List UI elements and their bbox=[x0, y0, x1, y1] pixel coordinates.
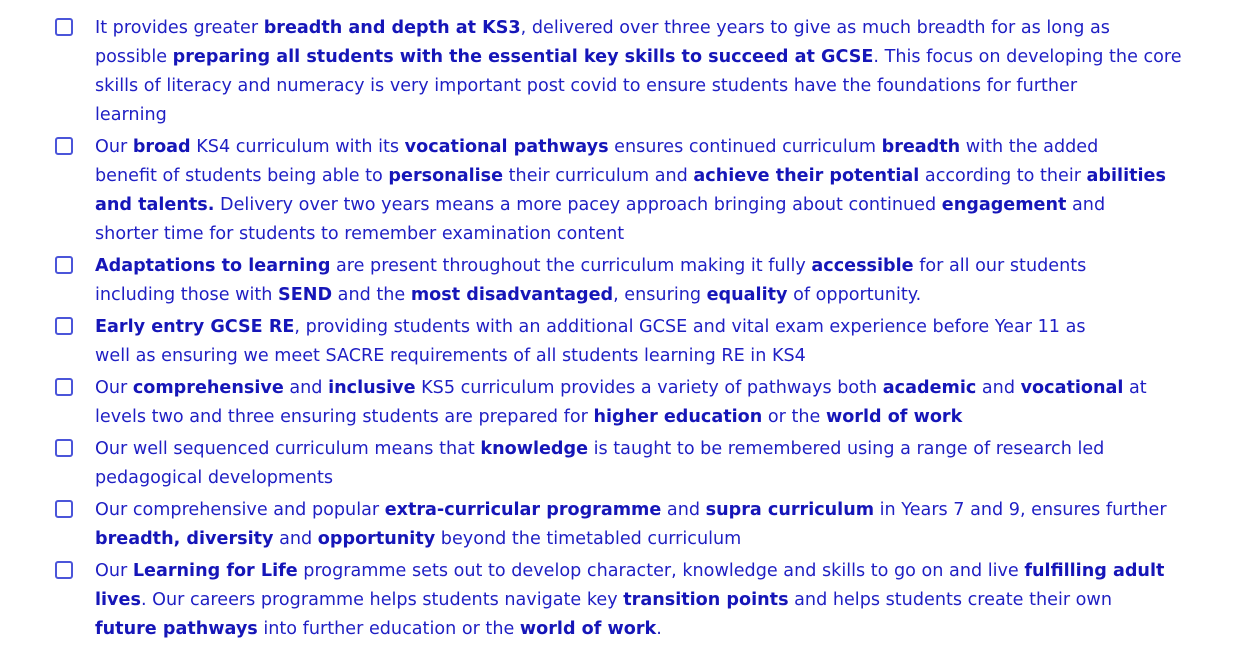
body-text: . This focus on developing the core bbox=[873, 47, 1182, 67]
body-text: learning bbox=[95, 105, 167, 125]
body-text: levels two and three ensuring students are prepared for bbox=[95, 407, 594, 427]
body-text: Delivery over two years means a more pacey approach bringing about continued bbox=[214, 195, 942, 215]
emphasis-text: world of work bbox=[825, 407, 963, 427]
body-text: benefit of students being able to bbox=[95, 166, 389, 186]
emphasis-text: Early entry GCSE RE bbox=[95, 317, 295, 337]
body-text: and helps students create their own bbox=[788, 590, 1112, 610]
body-text: and the bbox=[332, 285, 411, 305]
checklist-item bbox=[55, 557, 1235, 644]
checkbox-icon[interactable] bbox=[55, 137, 73, 155]
emphasis-text: lives bbox=[95, 590, 141, 610]
emphasis-text: SEND bbox=[278, 285, 333, 305]
body-text: with the added bbox=[960, 137, 1099, 157]
emphasis-text: and talents. bbox=[95, 195, 215, 215]
checklist-item-text bbox=[95, 313, 1086, 371]
body-text: shorter time for students to remember examination content bbox=[95, 224, 625, 244]
checklist-item bbox=[55, 313, 1235, 371]
body-text: beyond the timetabled curriculum bbox=[435, 529, 742, 549]
emphasis-text: world of work bbox=[519, 619, 657, 639]
body-text: well as ensuring we meet SACRE requirements of all students learning RE in KS4 bbox=[95, 346, 806, 366]
body-text: Our comprehensive and popular bbox=[95, 500, 385, 520]
emphasis-text: fulfilling adult bbox=[1024, 561, 1165, 581]
body-text: at bbox=[1123, 378, 1147, 398]
body-text: Our well sequenced curriculum means that bbox=[95, 439, 481, 459]
checklist-item-text bbox=[95, 133, 1166, 249]
body-text: and bbox=[273, 529, 318, 549]
emphasis-text: inclusive bbox=[328, 378, 416, 398]
checkbox-icon[interactable] bbox=[55, 18, 73, 36]
checklist-item-text bbox=[95, 374, 1147, 432]
body-text: their curriculum and bbox=[503, 166, 694, 186]
checklist-item bbox=[55, 14, 1235, 130]
body-text: skills of literacy and numeracy is very important post covid to ensure students have the foundations for further bbox=[95, 76, 1078, 96]
checklist-item-text bbox=[95, 557, 1164, 644]
body-text: programme sets out to develop character, knowledge and skills to go on and live bbox=[297, 561, 1025, 581]
body-text: KS5 curriculum provides a variety of pathways both bbox=[415, 378, 883, 398]
checklist-item bbox=[55, 496, 1235, 554]
body-text: pedagogical developments bbox=[95, 468, 334, 488]
emphasis-text: personalise bbox=[388, 166, 504, 186]
body-text: Our bbox=[95, 378, 133, 398]
emphasis-text: engagement bbox=[941, 195, 1067, 215]
body-text: including those with bbox=[95, 285, 279, 305]
emphasis-text: most disadvantaged bbox=[410, 285, 614, 305]
emphasis-text: academic bbox=[882, 378, 977, 398]
body-text: and bbox=[283, 378, 329, 398]
emphasis-text: accessible bbox=[811, 256, 914, 276]
emphasis-text: equality bbox=[706, 285, 788, 305]
body-text: and bbox=[1066, 195, 1106, 215]
body-text: possible bbox=[95, 47, 173, 67]
body-text: is taught to be remembered using a range of research led bbox=[588, 439, 1105, 459]
checklist-item-text bbox=[95, 14, 1182, 130]
body-text: Our bbox=[95, 137, 133, 157]
checklist-item-text bbox=[95, 435, 1104, 493]
emphasis-text: extra-curricular programme bbox=[384, 500, 662, 520]
body-text: into further education or the bbox=[257, 619, 520, 639]
emphasis-text: vocational bbox=[1020, 378, 1124, 398]
body-text: , providing students with an additional GCSE and vital exam experience before Year 11 as bbox=[294, 317, 1086, 337]
checklist-item-text bbox=[95, 496, 1167, 554]
body-text: , ensuring bbox=[613, 285, 707, 305]
checkbox-icon[interactable] bbox=[55, 439, 73, 457]
emphasis-text: abilities bbox=[1086, 166, 1166, 186]
emphasis-text: broad bbox=[132, 137, 191, 157]
emphasis-text: Adaptations to learning bbox=[95, 256, 331, 276]
body-text: and bbox=[661, 500, 706, 520]
body-text: . Our careers programme helps students navigate key bbox=[140, 590, 624, 610]
body-text: Our bbox=[95, 561, 133, 581]
emphasis-text: breadth, diversity bbox=[95, 529, 274, 549]
body-text: in Years 7 and 9, ensures further bbox=[874, 500, 1167, 520]
emphasis-text: achieve their potential bbox=[693, 166, 920, 186]
body-text: , delivered over three years to give as much breadth for as long as bbox=[520, 18, 1110, 38]
checkbox-icon[interactable] bbox=[55, 256, 73, 274]
emphasis-text: future pathways bbox=[95, 619, 258, 639]
body-text: according to their bbox=[919, 166, 1087, 186]
checklist-item bbox=[55, 133, 1235, 249]
emphasis-text: transition points bbox=[623, 590, 789, 610]
emphasis-text: comprehensive bbox=[132, 378, 284, 398]
checkbox-icon[interactable] bbox=[55, 317, 73, 335]
emphasis-text: knowledge bbox=[480, 439, 589, 459]
body-text: for all our students bbox=[913, 256, 1087, 276]
body-text: or the bbox=[762, 407, 826, 427]
emphasis-text: breadth and depth at KS3 bbox=[263, 18, 521, 38]
emphasis-text: supra curriculum bbox=[705, 500, 875, 520]
emphasis-text: opportunity bbox=[317, 529, 436, 549]
emphasis-text: preparing all students with the essential key skills to succeed at GCSE bbox=[172, 47, 874, 67]
checklist bbox=[55, 14, 1235, 644]
body-text: . bbox=[656, 619, 662, 639]
emphasis-text: breadth bbox=[881, 137, 961, 157]
checkbox-icon[interactable] bbox=[55, 561, 73, 579]
checklist-item bbox=[55, 252, 1235, 310]
checkbox-icon[interactable] bbox=[55, 500, 73, 518]
body-text: It provides greater bbox=[95, 18, 264, 38]
body-text: KS4 curriculum with its bbox=[190, 137, 405, 157]
body-text: are present throughout the curriculum making it fully bbox=[330, 256, 812, 276]
body-text: ensures continued curriculum bbox=[608, 137, 882, 157]
checklist-item bbox=[55, 374, 1235, 432]
checklist-item bbox=[55, 435, 1235, 493]
checkbox-icon[interactable] bbox=[55, 378, 73, 396]
checklist-item-text bbox=[95, 252, 1086, 310]
body-text: and bbox=[976, 378, 1021, 398]
emphasis-text: vocational pathways bbox=[404, 137, 609, 157]
body-text: of opportunity. bbox=[787, 285, 922, 305]
emphasis-text: Learning for Life bbox=[132, 561, 298, 581]
emphasis-text: higher education bbox=[593, 407, 763, 427]
